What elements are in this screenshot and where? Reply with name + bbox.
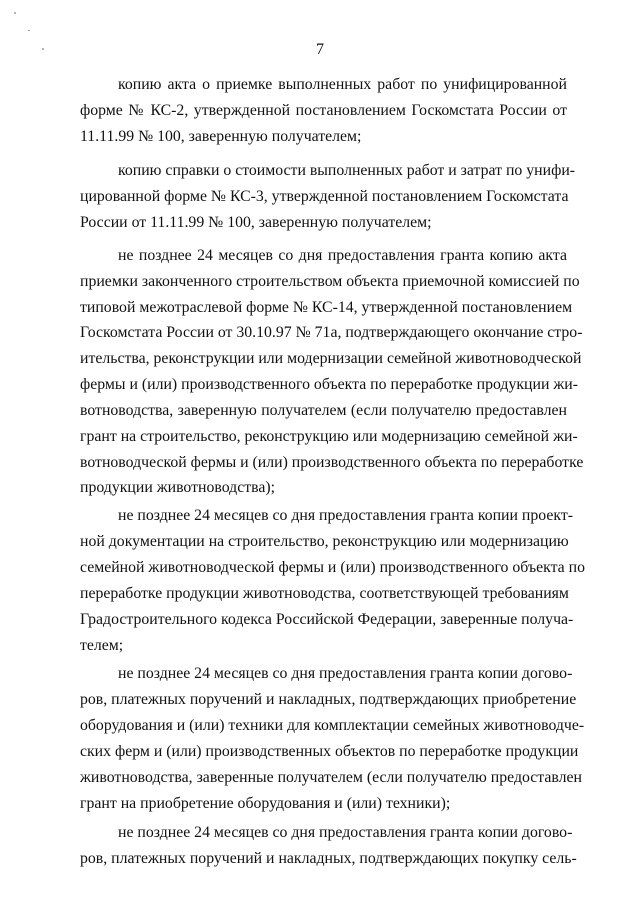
text-line: цированной форме № КС-3, утвержденной постановлением Госкомстата: [80, 188, 569, 205]
text-line: 11.11.99 № 100, заверенную получателем;: [80, 128, 362, 145]
text-line: не позднее 24 месяцев со дня предоставления гранта копии догово-: [118, 665, 573, 682]
text-line: не позднее 24 месяцев со дня предоставления гранта копию акта: [118, 247, 567, 264]
text-line: фермы и (или) производственного объекта по переработке продукции жи-: [80, 376, 578, 393]
text-line: вотноводческой фермы и (или) производственного объекта по переработке: [80, 454, 584, 471]
text-line: Госкомстата России от 30.10.97 № 71а, подтверждающего окончание стро-: [80, 324, 583, 341]
scan-speck: [42, 48, 44, 50]
text-line: грант на строительство, реконструкцию или модернизацию семейной жи-: [80, 428, 578, 445]
scan-speck: [14, 12, 16, 14]
scan-speck: [28, 30, 30, 31]
text-line: оборудования и (или) техники для комплектации семейных животноводче-: [80, 717, 585, 734]
text-line: ских ферм и (или) производственных объектов по переработке продукции: [80, 743, 579, 760]
text-line: России от 11.11.99 № 100, заверенную получателем;: [80, 214, 432, 231]
text-line: продукции животноводства);: [80, 479, 276, 496]
text-line: ров, платежных поручений и накладных, подтверждающих покупку сель-: [80, 850, 577, 867]
text-line: форме № КС-2, утвержденной постановлением Госкомстата России от: [80, 102, 567, 119]
text-line: Градостроительного кодекса Российской Федерации, заверенные получа-: [80, 611, 574, 628]
text-line: не позднее 24 месяцев со дня предоставления гранта копии догово-: [118, 824, 573, 841]
text-line: вотноводства, заверенную получателем (если получателю предоставлен: [80, 402, 567, 419]
text-line: ров, платежных поручений и накладных, подтверждающих приобретение: [80, 691, 577, 708]
text-line: животноводства, заверенные получателем (если получателю предоставлен: [80, 769, 583, 786]
text-line: типовой межотраслевой форме № КС-14, утвержденной постановлением: [80, 299, 573, 316]
text-line: телем;: [80, 637, 124, 654]
text-line: приемки законченного строительством объекта приемочной комиссией по: [80, 273, 580, 290]
text-line: семейной животноводческой фермы и (или) производственного объекта по: [80, 559, 585, 576]
text-line: грант на приобретение оборудования и (или) техники);: [80, 795, 451, 812]
text-line: переработке продукции животноводства, соответствующей требованиям: [80, 585, 569, 602]
text-line: не позднее 24 месяцев со дня предоставления гранта копии проект-: [118, 507, 573, 524]
text-line: копию справки о стоимости выполненных работ и затрат по унифи-: [118, 162, 576, 179]
page-number: 7: [316, 41, 324, 58]
text-line: ной документации на строительство, реконструкцию или модернизацию: [80, 533, 569, 550]
text-line: ительства, реконструкции или модернизации семейной животноводческой: [80, 350, 582, 367]
text-line: копию акта о приемке выполненных работ по унифицированной: [118, 76, 567, 93]
